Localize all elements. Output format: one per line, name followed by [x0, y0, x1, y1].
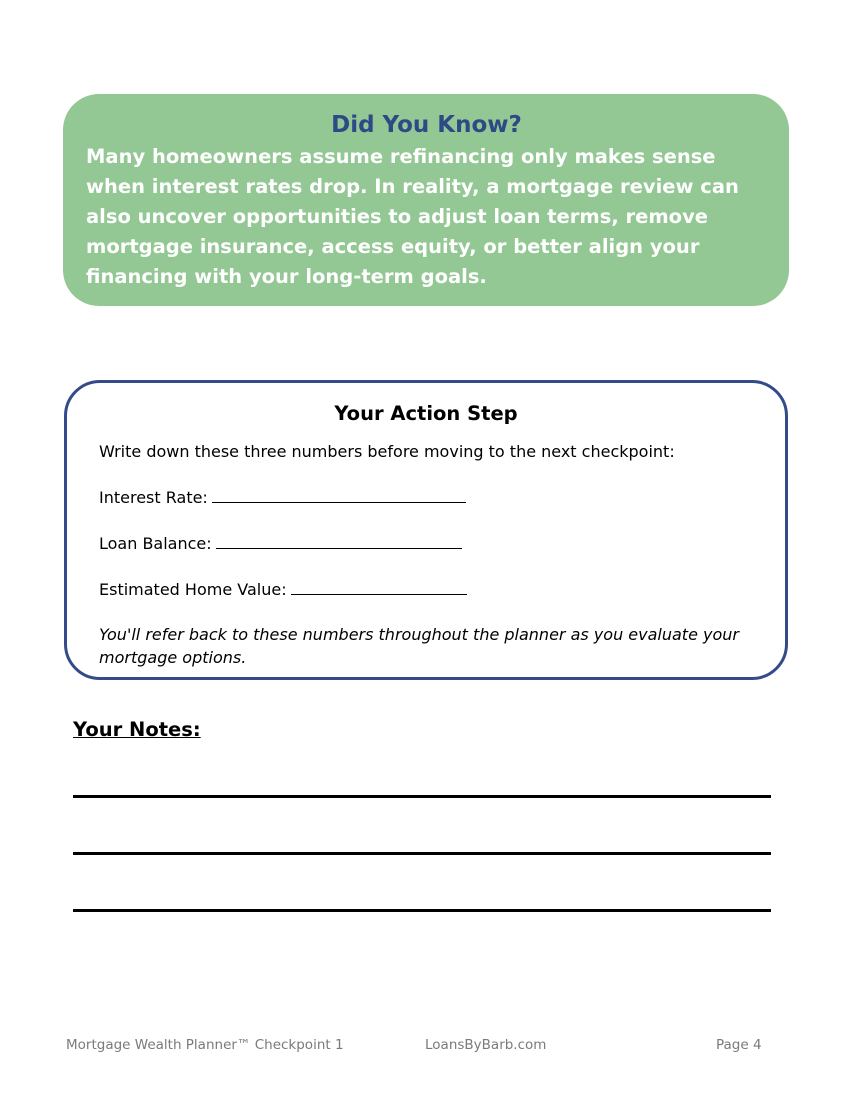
action-step-title: Your Action Step	[334, 402, 518, 425]
loan-balance-field	[99, 533, 753, 555]
footer-website: LoansByBarb.com	[425, 1037, 547, 1053]
interest-rate-label: Interest Rate:	[99, 488, 208, 507]
home-value-blank[interactable]	[291, 579, 467, 595]
footer-page-number: Page 4	[716, 1037, 762, 1053]
loan-balance-blank[interactable]	[216, 533, 462, 549]
action-step-intro: Write down these three numbers before moving to the next checkpoint:	[99, 442, 675, 461]
note-line-1[interactable]	[73, 795, 771, 798]
did-you-know-title: Did You Know?	[331, 112, 522, 138]
interest-rate-blank[interactable]	[212, 487, 466, 503]
footer-planner-name: Mortgage Wealth Planner™ Checkpoint 1	[66, 1037, 344, 1053]
loan-balance-label: Loan Balance:	[99, 534, 212, 553]
action-step-box	[64, 380, 788, 680]
note-line-2[interactable]	[73, 852, 771, 855]
home-value-field	[99, 579, 753, 601]
did-you-know-callout	[63, 94, 789, 306]
interest-rate-field	[99, 487, 753, 509]
did-you-know-body: Many homeowners assume refinancing only makes sense when interest rates drop. In reality, a mortgage review can also uncover opportunities to adjust loan terms, remove mortgage insurance, access equity, or better align your financing with your long-term goals.	[86, 145, 739, 288]
home-value-label: Estimated Home Value:	[99, 580, 287, 599]
note-line-3[interactable]	[73, 909, 771, 912]
notes-heading: Your Notes:	[73, 718, 201, 741]
action-step-note: You'll refer back to these numbers throughout the planner as you evaluate your mortgage options.	[99, 625, 739, 667]
